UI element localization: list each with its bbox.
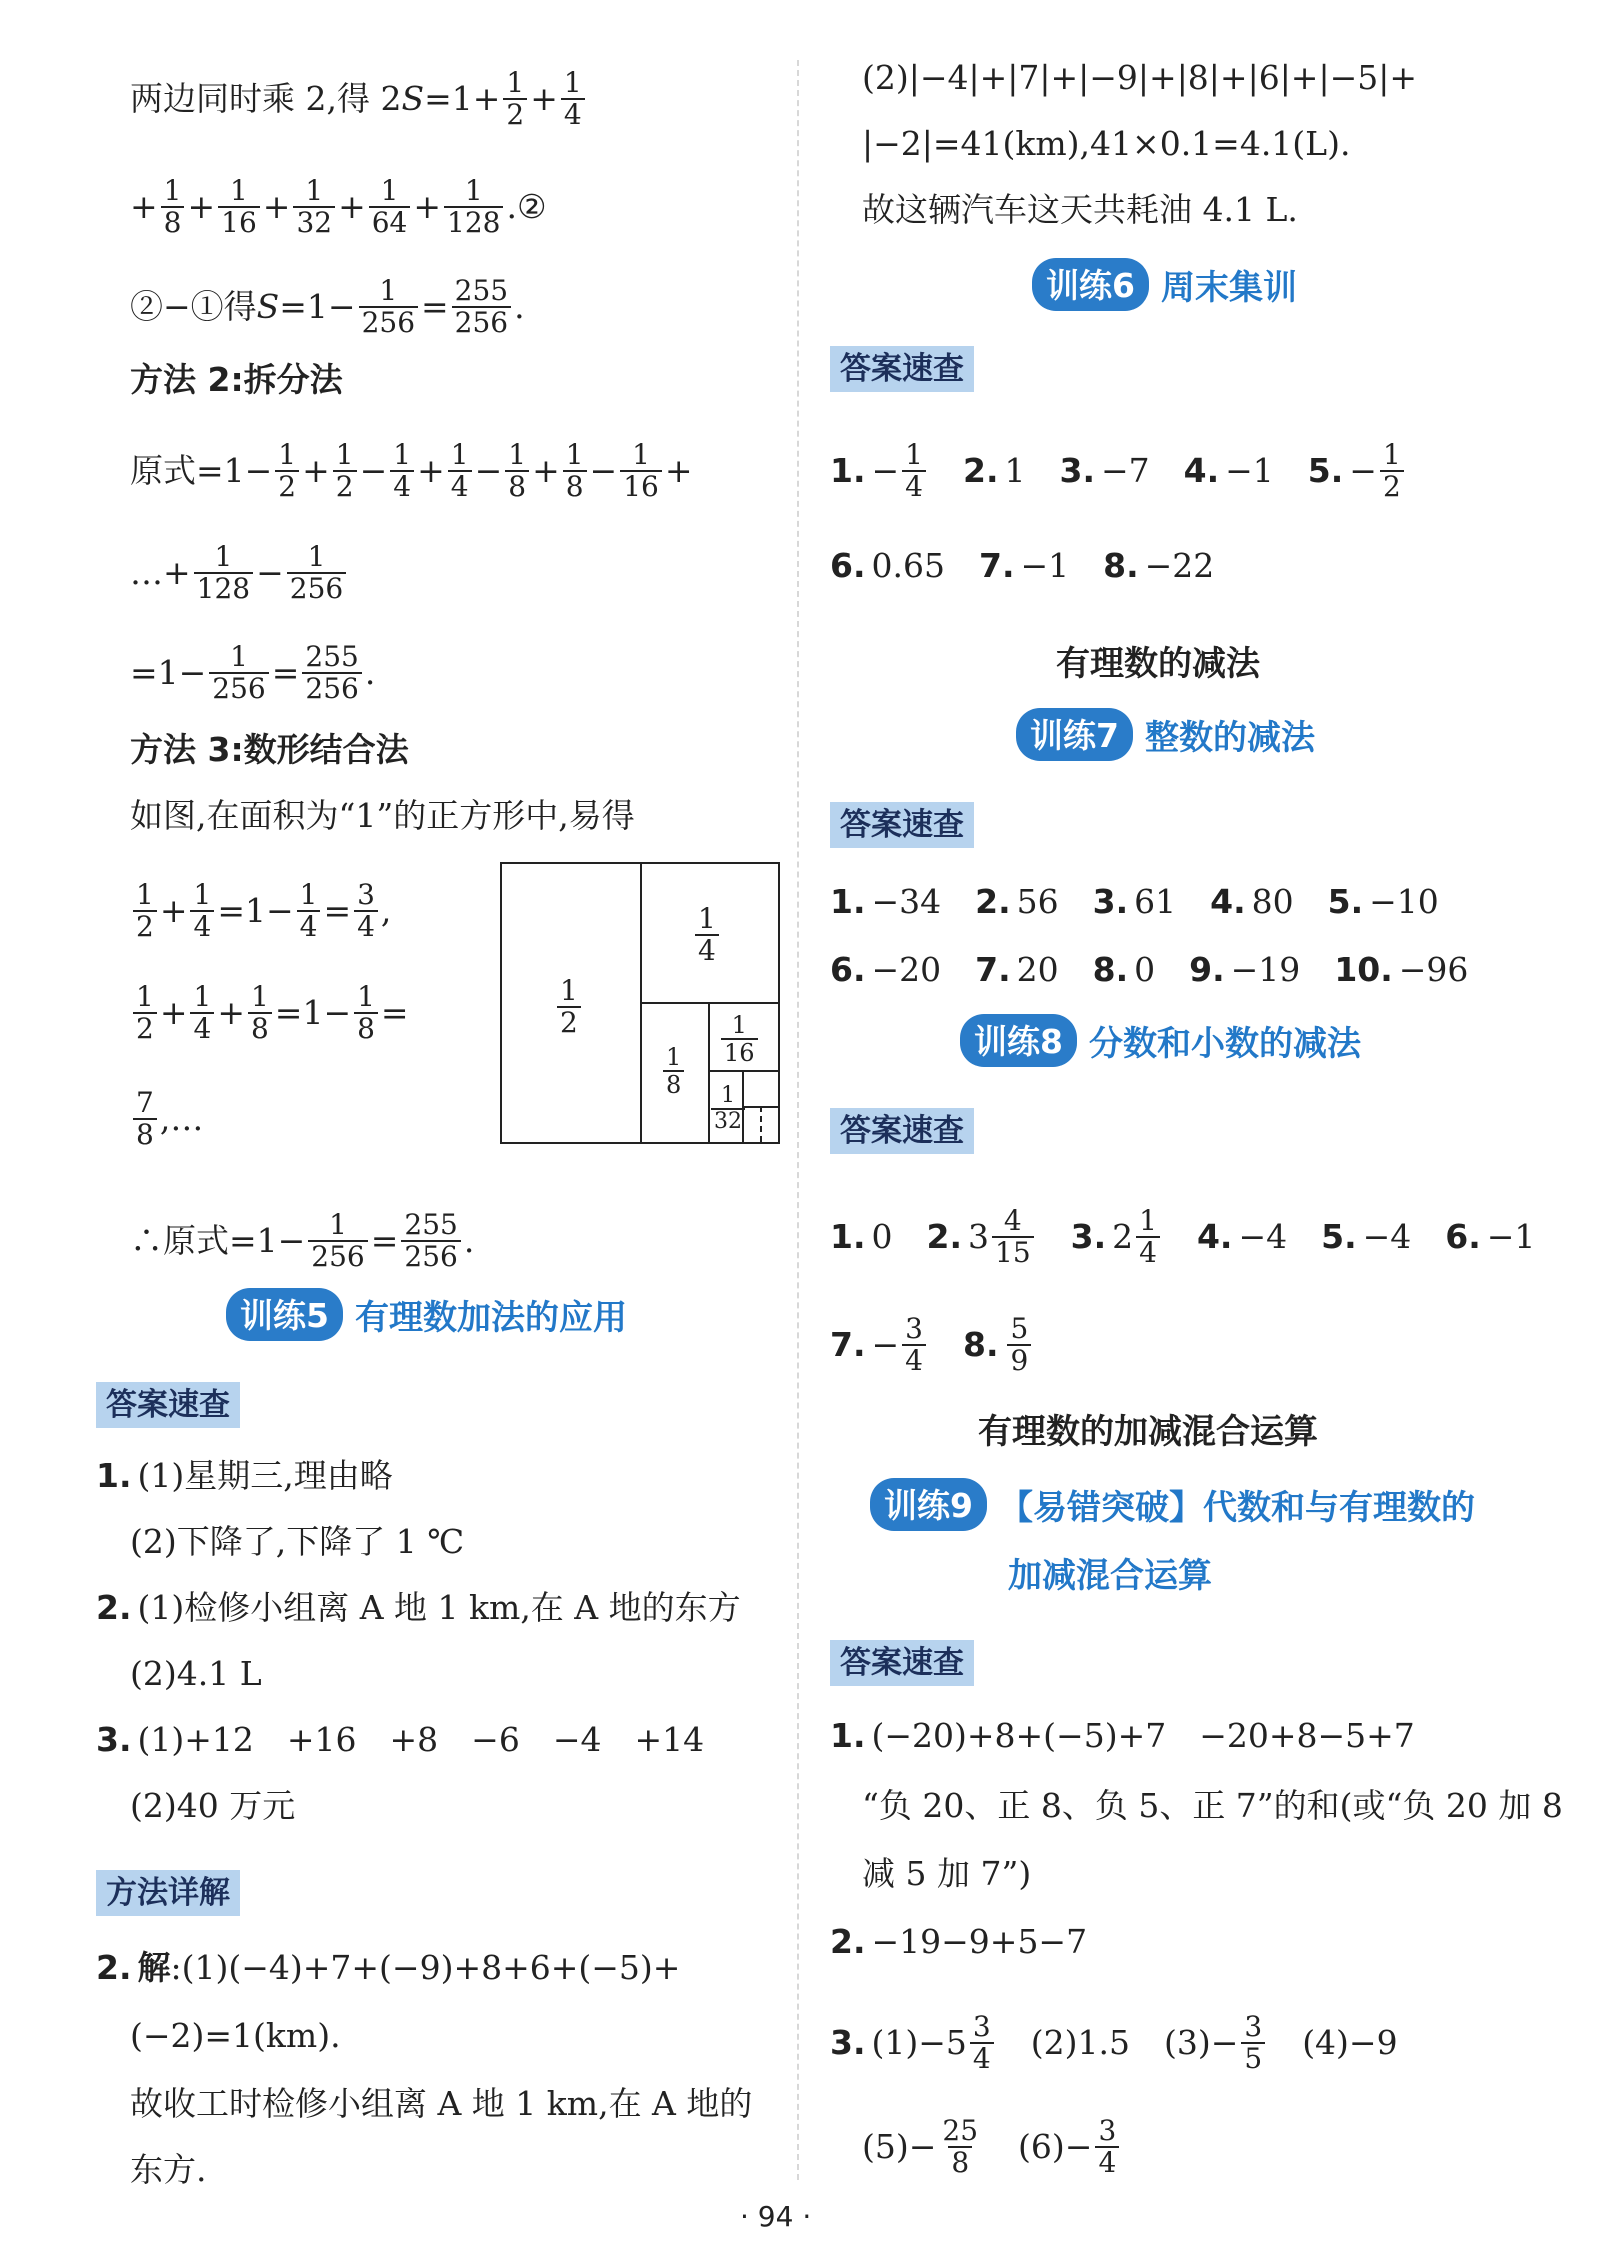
training-9-heading-line-2: 加减混合运算 (1008, 1556, 1212, 1596)
fraction: $\frac{1}{2}$ (503, 68, 527, 130)
training-7-heading: 训练7 整数的减法 (1016, 708, 1315, 761)
answer-badge: 答案速查 (830, 802, 974, 848)
answer-badge: 答案速查 (830, 346, 974, 392)
r-line-3: 故这辆汽车这天共耗油 4.1 L. (862, 190, 1298, 229)
eq-line-1: 两边同时乘 2,得 2 S =1+ $\frac{1}{2}$ + $\frac{1}{4}$ (130, 68, 588, 130)
page-number: · 94 · (740, 2200, 812, 2233)
solution-2-line-2: (−2)=1(km). (130, 2016, 341, 2055)
divider-eighth (708, 1002, 710, 1142)
column-divider (797, 60, 799, 2180)
eq-line-m3-1: $\frac{1}{2}$ + $\frac{1}{4}$ =1− $\frac{1}{4}$ = $\frac{3}{4}$ , (130, 880, 391, 942)
fraction: $\frac{255}{256}$ (452, 276, 511, 338)
training-pill: 训练5 (226, 1288, 343, 1341)
eq-line-m2-1: 原式=1− $\frac{1}{2}$ + $\frac{1}{2}$ − $\frac{1}{4}$ + $\frac{1}{4}$ − $\frac{1}{8}$ + $\frac{1}{8}$ − $\frac{1}{16}$ + (130, 438, 693, 503)
r-line-1: (2)|−4|+|7|+|−9|+|8|+|6|+|−5|+ (862, 58, 1417, 97)
training-8-heading: 训练8 分数和小数的减法 (960, 1014, 1361, 1067)
eq-line-m3-3: $\frac{7}{8}$ ,… (130, 1088, 203, 1150)
label-half: $\frac{1}{2}$ (557, 976, 581, 1038)
training-5-heading (226, 1288, 627, 1341)
fraction: $\frac{1}{4}$ (561, 68, 585, 130)
fraction: $\frac{1}{32}$ (293, 176, 335, 238)
t6-answers-row-2: 6. 0.65 7. −1 8. −22 (830, 546, 1215, 585)
text: 两边同时乘 2,得 2 (130, 79, 402, 118)
t9-answer-1: 1. (−20)+8+(−5)+7 −20+8−5+7 (830, 1716, 1415, 1755)
training-6-heading: 训练6 周末集训 (1032, 258, 1297, 311)
answer-2: 2. (1)检修小组离 A 地 1 km,在 A 地的东方 (96, 1588, 741, 1627)
t7-answers-row-1: 1. −34 2. 56 3. 61 4. 80 5. −10 (830, 882, 1439, 921)
fraction: $\frac{1}{8}$ (161, 176, 185, 238)
t9-answer-1-line-2: “负 20、正 8、负 5、正 7”的和(或“负 20 加 8 (862, 1786, 1563, 1825)
t7-answers-row-2: 6. −20 7. 20 8. 0 9. −19 10. −96 (830, 950, 1469, 989)
solution-2-line-4: 东方. (130, 2150, 207, 2189)
area-diagram (500, 862, 780, 1144)
answer-badge: 答案速查 (830, 1640, 974, 1686)
t8-answers-row-2: 7. − $\frac{3}{4}$ 8. $\frac{5}{9}$ (830, 1314, 1034, 1376)
section-title-subtraction: 有理数的减法 (1056, 644, 1260, 684)
method-3-text: 如图,在面积为“1”的正方形中,易得 (130, 796, 635, 835)
label-quarter: $\frac{1}{4}$ (695, 904, 719, 966)
eq-line-m3-4: ∴原式=1− $\frac{1}{256}$ = $\frac{255}{256}$ . (130, 1208, 475, 1273)
t9-answer-1-line-3: 减 5 加 7”) (862, 1854, 1032, 1893)
method-badge: 方法详解 (96, 1870, 240, 1916)
t9-answer-3: 3. (1)−5 $\frac{3}{4}$ (2)1.5 (3)− $\frac{3}{5}$ (4)−9 (830, 2010, 1398, 2075)
fraction: $\frac{1}{256}$ (359, 276, 418, 338)
eq-line-2: + $\frac{1}{8}$ + $\frac{1}{16}$ + $\frac{1}{32}$ + $\frac{1}{64}$ + $\frac{1}{128}$ .② (130, 174, 547, 239)
t9-answer-2: 2. −19−9+5−7 (830, 1922, 1088, 1961)
eq-line-3: ②−①得 S =1− $\frac{1}{256}$ = $\frac{255}{256}$ . (130, 274, 525, 339)
solution-2-line-3: 故收工时检修小组离 A 地 1 km,在 A 地的 (130, 2084, 753, 2123)
fraction: $\frac{1}{16}$ (218, 176, 260, 238)
method-2-heading: 方法 2:拆分法 (130, 360, 343, 399)
training-9-heading: 训练9 【易错突破】代数和与有理数的 (870, 1478, 1475, 1531)
divider-dashed (760, 1106, 762, 1142)
fraction: $\frac{1}{128}$ (444, 176, 503, 238)
eq-line-m2-3: =1− $\frac{1}{256}$ = $\frac{255}{256}$ . (130, 640, 376, 705)
var-s: S (401, 79, 425, 118)
eq-line-m3-2: $\frac{1}{2}$ + $\frac{1}{4}$ + $\frac{1}{8}$ =1− $\frac{1}{8}$ = (130, 982, 409, 1044)
eq-line-m2-2: …+ $\frac{1}{128}$ − $\frac{1}{256}$ (130, 542, 349, 604)
answer-badge: 答案速查 (96, 1382, 240, 1428)
t9-answer-3-line-2: (5)− $\frac{25}{8}$ (6)− $\frac{3}{4}$ (862, 2116, 1122, 2178)
answer-2-2: (2)4.1 L (130, 1654, 262, 1693)
answer-3: 3. (1)+12 +16 +8 −6 −4 +14 (96, 1720, 705, 1759)
answer-3-2: (2)40 万元 (130, 1786, 296, 1825)
r-line-2: |−2|=41(km),41×0.1=4.1(L). (862, 124, 1351, 163)
section-title-mixed: 有理数的加减混合运算 (978, 1412, 1318, 1452)
text: =1+ (424, 79, 501, 118)
label-sixteenth: $\frac{1}{16}$ (721, 1012, 758, 1066)
label-thirtysecond: $\frac{1}{32}$ (711, 1084, 745, 1134)
t6-answers-row-1: 1. − $\frac{1}{4}$ 2. 1 3. −7 4. −1 5. − $\frac{1}{2}$ (830, 440, 1407, 502)
label-eighth: $\frac{1}{8}$ (663, 1044, 684, 1098)
t8-answers-row-1: 1. 0 2. 3 $\frac{4}{15}$ 3. 2 $\frac{1}{4}$ 4. −4 5. −4 6. −1 (830, 1204, 1536, 1269)
answer-badge: 答案速查 (830, 1108, 974, 1154)
training-title: 有理数加法的应用 (354, 1298, 627, 1338)
solution-2-line-1: 2. 解 :(1)(−4)+7+(−9)+8+6+(−5)+ (96, 1948, 681, 1987)
answer-1: 1. (1)星期三,理由略 (96, 1456, 393, 1495)
method-3-heading: 方法 3:数形结合法 (130, 730, 409, 769)
answer-1-2: (2)下降了,下降了 1 ℃ (130, 1522, 465, 1561)
fraction: $\frac{1}{64}$ (369, 176, 411, 238)
